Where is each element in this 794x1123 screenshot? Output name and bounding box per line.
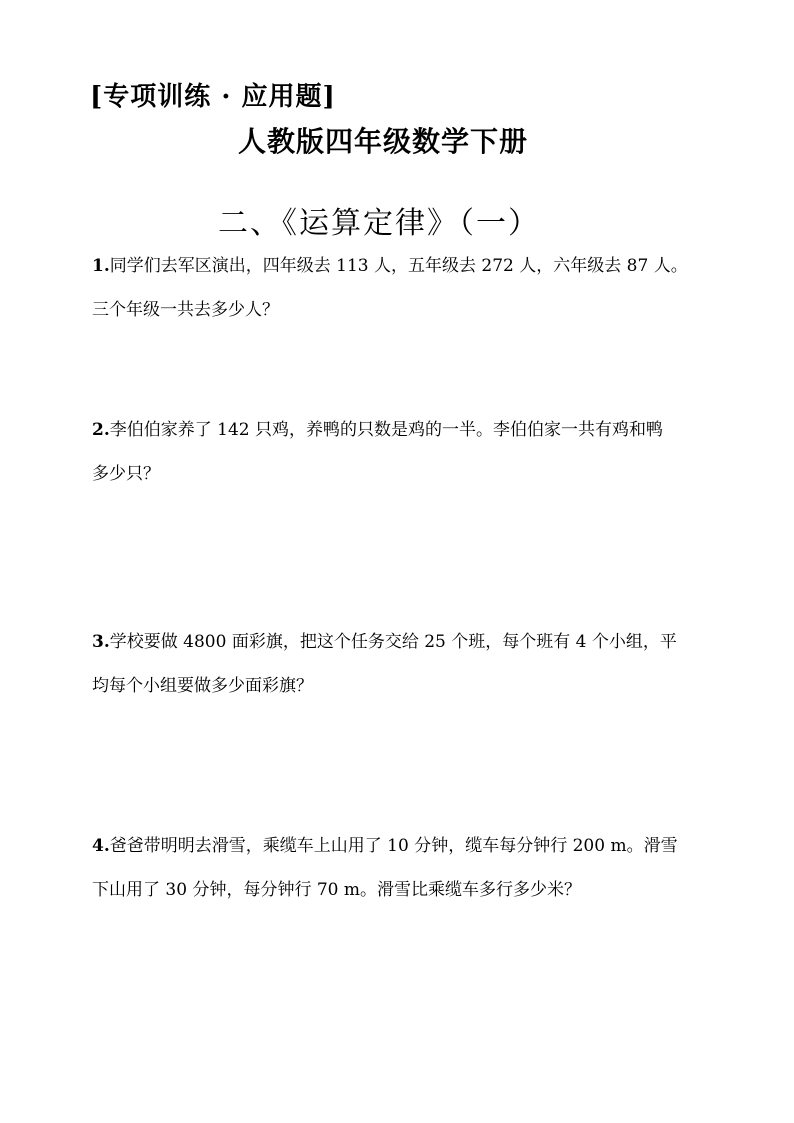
question-line xyxy=(92,244,712,288)
question-2 xyxy=(92,408,712,496)
question-line xyxy=(92,620,712,664)
question-3 xyxy=(92,620,712,708)
question-number: 1. xyxy=(92,256,110,276)
question-number: 3. xyxy=(92,632,110,652)
question-line xyxy=(92,824,712,868)
question-text: 爸爸带明明去滑雪，乘缆车上山用了 10 分钟，缆车每分钟行 200 m。滑雪 xyxy=(109,836,678,856)
question-text: 学校要做 4800 面彩旗，把这个任务交给 25 个班，每个班有 4 个小组，平 xyxy=(109,632,677,652)
question-text: 同学们去军区演出，四年级去 113 人，五年级去 272 人，六年级去 87 人。 xyxy=(109,256,688,276)
question-text: 三个年级一共去多少人？ xyxy=(92,300,279,320)
question-text: 下山用了 30 分钟，每分钟行 70 m。滑雪比乘缆车多行多少米？ xyxy=(92,880,581,900)
question-number: 2. xyxy=(92,420,110,440)
section-title: 二、《运算定律》（一） xyxy=(218,206,540,241)
worksheet-subtitle: 人教版四年级数学下册 xyxy=(238,125,529,158)
worksheet-tag: [专项训练 · 应用题] xyxy=(90,82,336,112)
question-4 xyxy=(92,824,712,912)
question-text: 均每个小组要做多少面彩旗？ xyxy=(92,676,313,696)
question-text: 多少只？ xyxy=(92,464,160,484)
question-line xyxy=(92,408,712,452)
question-number: 4. xyxy=(92,836,110,856)
question-1 xyxy=(92,244,712,332)
question-text: 李伯伯家养了 142 只鸡，养鸭的只数是鸡的一半。李伯伯家一共有鸡和鸭 xyxy=(109,420,664,440)
